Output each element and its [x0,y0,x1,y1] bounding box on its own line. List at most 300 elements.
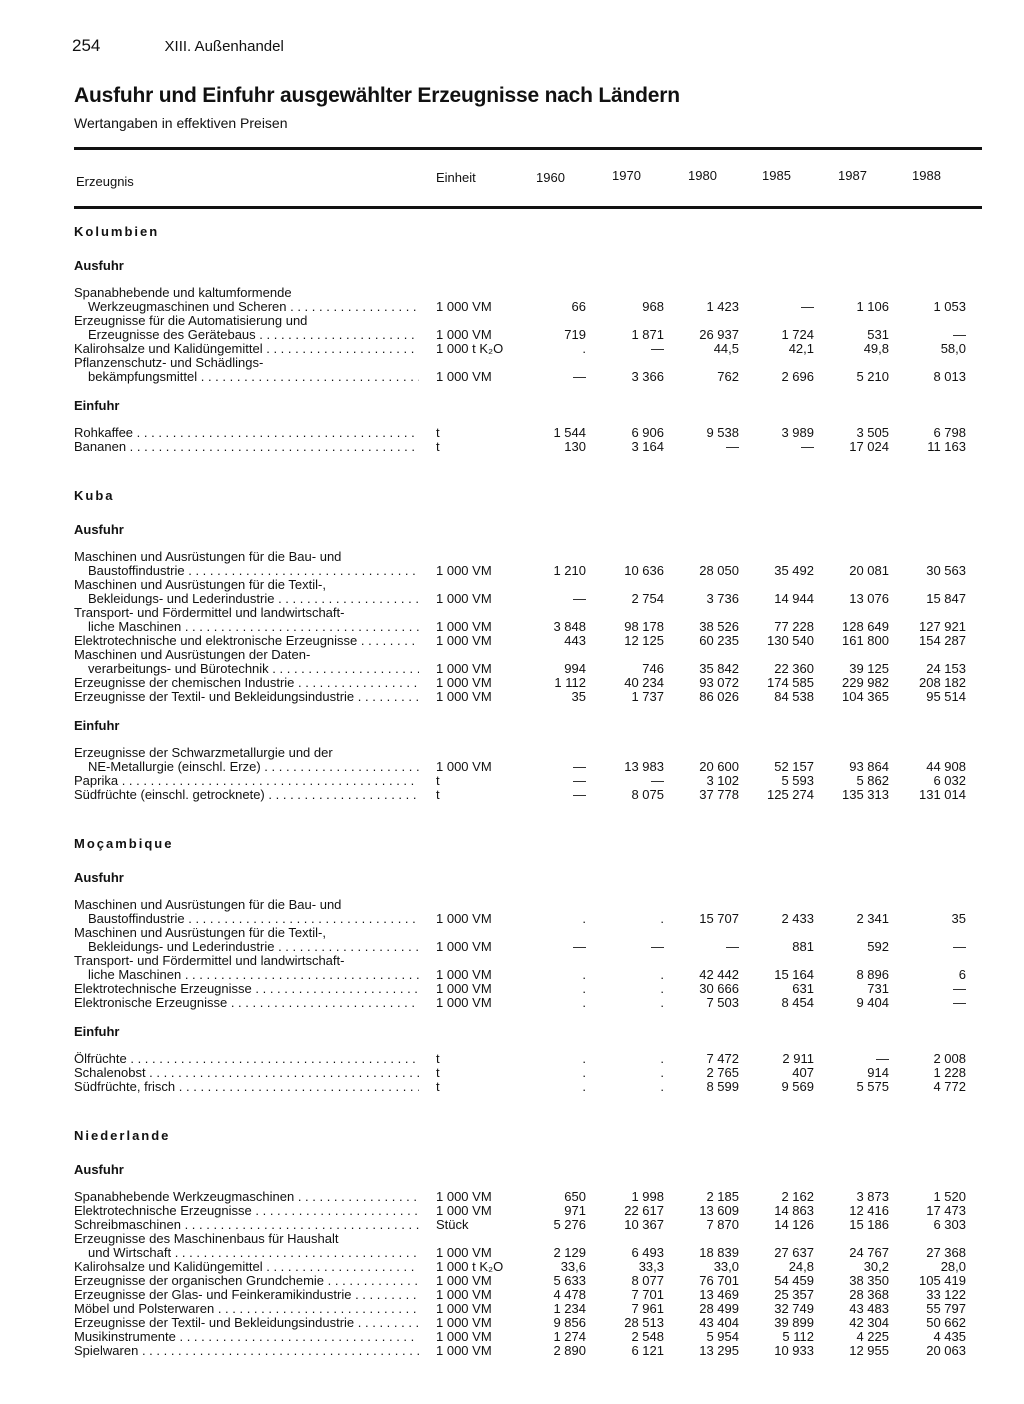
table-row [74,788,982,802]
row-value: 14 944 [774,591,814,606]
row-label-line2: Schalenobst . . . [74,1066,419,1080]
row-value: 12 125 [624,633,664,648]
row-value: — [876,1051,889,1066]
row-value: 28 050 [699,563,739,578]
row-value: 25 357 [774,1287,814,1302]
page-number: 254 [72,36,101,55]
row-value: 38 350 [849,1273,889,1288]
row-value: — [573,759,586,774]
row-label [74,1274,419,1288]
row-value: 11 163 [927,439,966,454]
row-value: 1 871 [631,327,664,342]
row-label [74,606,419,634]
row-label [74,926,419,954]
row-value: 33,6 [560,1259,586,1274]
row-value: 9 569 [781,1079,814,1094]
row-value: 968 [642,299,664,314]
row-value: 52 157 [774,759,814,774]
country-heading: Kuba [74,488,115,503]
row-value: 66 [571,299,586,314]
row-value: 6 121 [631,1343,664,1358]
row-label-line1: Erzeugnisse für die Automatisierung und [74,313,308,328]
row-label [74,1080,419,1094]
row-value: 719 [564,327,586,342]
row-value: 2 890 [553,1343,586,1358]
row-value: 42 304 [849,1315,889,1330]
row-value: — [651,939,664,954]
row-value: 54 459 [774,1273,814,1288]
row-label [74,1232,419,1260]
row-value: 229 982 [842,675,889,690]
row-value: 7 701 [631,1287,664,1302]
row-unit: 1 000 VM [436,1315,492,1330]
row-label [74,1052,419,1066]
table-row [74,1316,982,1330]
row-value: 2 185 [706,1189,739,1204]
row-unit: 1 000 VM [436,633,492,648]
row-value: 9 538 [706,425,739,440]
row-value: 43 483 [849,1301,889,1316]
row-value: . [660,1051,664,1066]
row-value: 128 649 [842,619,889,634]
row-value: . [582,1079,586,1094]
row-value: 3 848 [553,619,586,634]
row-label-line2: Elektrotechnische Erzeugnisse . . . [74,982,419,996]
row-label-line1: Erzeugnisse des Maschinenbaus für Haushalt [74,1231,339,1246]
row-label [74,634,419,648]
table-row [74,690,982,704]
row-value: 154 287 [919,633,966,648]
row-value: 13 295 [699,1343,739,1358]
row-value: 161 800 [842,633,889,648]
row-label [74,1218,419,1232]
table-subtitle: Wertangaben in effektiven Preisen [74,115,288,131]
row-value: 1 423 [706,299,739,314]
row-value: 1 998 [631,1189,664,1204]
group-heading: Einfuhr [74,398,120,413]
row-value: — [953,995,966,1010]
row-unit: 1 000 VM [436,967,492,982]
row-label [74,1260,419,1274]
row-unit: 1 000 VM [436,563,492,578]
row-unit: 1 000 VM [436,759,492,774]
row-label [74,676,419,690]
row-value: 39 899 [774,1315,814,1330]
row-value: — [953,939,966,954]
row-value: . [660,967,664,982]
row-value: 6 493 [631,1245,664,1260]
row-value: — [953,327,966,342]
row-unit: 1 000 VM [436,369,492,384]
row-unit: 1 000 VM [436,995,492,1010]
row-value: 33 122 [926,1287,966,1302]
row-value: — [573,939,586,954]
row-value: 24,8 [788,1259,814,1274]
table-row [74,774,982,788]
row-value: 3 505 [856,425,889,440]
table-row [74,426,982,440]
row-value: 135 313 [842,787,889,802]
table-row [74,1066,982,1080]
row-value: 4 225 [856,1329,889,1344]
row-value: 4 478 [553,1287,586,1302]
header-rule [74,206,982,209]
row-label-line2: Spielwaren . . . [74,1344,419,1358]
row-label-line1: Maschinen und Ausrüstungen der Daten- [74,647,311,662]
table-row [74,954,982,982]
row-value: 971 [564,1203,586,1218]
row-value: 13 076 [849,591,889,606]
col-year: 1960 [536,170,565,185]
row-label-line2: Elektrotechnische und elektronische Erzeugnisse . . . [74,634,419,648]
row-label-line1: Spanabhebende und kaltumformende [74,285,292,300]
row-unit: 1 000 VM [436,1329,492,1344]
row-value: 130 540 [767,633,814,648]
row-value: 130 [564,439,586,454]
row-value: 881 [792,939,814,954]
section-gap [74,1094,982,1124]
row-label-line2: Kalirohsalze und Kalidüngemittel . . . [74,1260,419,1274]
row-value: 93 864 [849,759,889,774]
table-row [74,1080,982,1094]
row-label [74,690,419,704]
table-row [74,578,982,606]
country-heading: Niederlande [74,1128,171,1143]
table-row [74,996,982,1010]
row-value: 10 933 [774,1343,814,1358]
row-value: 731 [867,981,889,996]
row-value: 20 063 [926,1343,966,1358]
row-value: . [660,995,664,1010]
row-value: 18 839 [699,1245,739,1260]
row-value: — [573,591,586,606]
row-value: 98 178 [624,619,664,634]
row-label-line2: Südfrüchte (einschl. getrocknete) . . . [74,788,419,802]
row-unit: 1 000 VM [436,1301,492,1316]
top-rule [74,147,982,150]
row-label-line2: Kalirohsalze und Kalidüngemittel . . . [74,342,419,356]
table-row [74,648,982,676]
row-label-line2: Musikinstrumente . . . [74,1330,419,1344]
row-label [74,1204,419,1218]
col-year: 1970 [612,168,641,183]
row-value: — [573,773,586,788]
row-label-line1: Maschinen und Ausrüstungen für die Bau- und [74,897,342,912]
row-value: 10 636 [624,563,664,578]
col-year: 1980 [688,168,717,183]
row-unit: t [436,425,440,440]
row-label-line2: Erzeugnisse der Textil- und Bekleidungsindustrie . . . [74,690,419,704]
row-value: 28 513 [624,1315,664,1330]
row-value: 6 303 [933,1217,966,1232]
row-value: 6 798 [933,425,966,440]
row-label-line2: Ölfrüchte . . . [74,1052,419,1066]
row-value: 39 125 [849,661,889,676]
row-unit: 1 000 t K₂O [436,1259,504,1274]
row-value: 42,1 [788,341,814,356]
row-value: 5 593 [781,773,814,788]
row-value: 2 341 [856,911,889,926]
row-label [74,1288,419,1302]
row-value: 4 435 [933,1329,966,1344]
row-value: . [582,1065,586,1080]
row-label [74,648,419,676]
row-unit: 1 000 VM [436,619,492,634]
row-unit: t [436,773,440,788]
row-label-line2: Erzeugnisse der Textil- und Bekleidungsindustrie . . . [74,1316,419,1330]
row-label-line2: und Wirtschaft . . . [74,1246,419,1260]
row-value: 407 [792,1065,814,1080]
row-value: 7 472 [706,1051,739,1066]
row-value: 1 210 [553,563,586,578]
row-value: 105 419 [919,1273,966,1288]
row-value: 15 707 [699,911,739,926]
row-value: 55 797 [926,1301,966,1316]
row-label [74,774,419,788]
row-value: 3 989 [781,425,814,440]
row-label-line2: Erzeugnisse des Gerätebaus . . . [74,328,419,342]
row-label [74,898,419,926]
row-unit: 1 000 VM [436,327,492,342]
row-value: . [582,967,586,982]
table-row [74,342,982,356]
row-label-line2: Baustoffindustrie . . . [74,912,419,926]
row-value: 1 520 [933,1189,966,1204]
row-value: 93 072 [699,675,739,690]
row-value: 60 235 [699,633,739,648]
row-label-line2: liche Maschinen . . . [74,620,419,634]
row-value: 6 906 [631,425,664,440]
row-value: 8 077 [631,1273,664,1288]
row-value: 15 164 [774,967,814,982]
row-unit: 1 000 VM [436,675,492,690]
row-value: — [651,341,664,356]
row-unit: 1 000 t K₂O [436,341,504,356]
row-label-line2: Paprika . . . [74,774,419,788]
row-value: 3 736 [706,591,739,606]
row-value: 32 749 [774,1301,814,1316]
row-value: 7 503 [706,995,739,1010]
row-label-line1: Maschinen und Ausrüstungen für die Textil-, [74,577,326,592]
row-value: 4 772 [933,1079,966,1094]
row-value: 994 [564,661,586,676]
row-value: 174 585 [767,675,814,690]
row-label-line2: Erzeugnisse der Glas- und Feinkeramikindustrie . . . [74,1288,419,1302]
row-label-line2: Schreibmaschinen . . . [74,1218,419,1232]
table-row [74,1330,982,1344]
row-value: 2 433 [781,911,814,926]
row-unit: 1 000 VM [436,1273,492,1288]
row-value: 86 026 [699,689,739,704]
row-label [74,342,419,356]
row-label-line1: Erzeugnisse der Schwarzmetallurgie und der [74,745,333,760]
row-value: 1 737 [631,689,664,704]
row-value: 12 955 [849,1343,889,1358]
row-unit: t [436,1051,440,1066]
row-value: 35 [951,911,966,926]
row-value: 38 526 [699,619,739,634]
row-label [74,356,419,384]
row-label-line1: Maschinen und Ausrüstungen für die Bau- und [74,549,342,564]
row-value: 3 102 [706,773,739,788]
row-value: 13 609 [699,1203,739,1218]
row-value: . [660,981,664,996]
row-label-line2: Elektronische Erzeugnisse . . . [74,996,419,1010]
row-label-line2: Möbel und Polsterwaren . . . [74,1302,419,1316]
row-label-line2: Rohkaffee . . . [74,426,419,440]
table-row [74,1052,982,1066]
row-label [74,788,419,802]
row-label [74,1330,419,1344]
row-unit: Stück [436,1217,469,1232]
row-value: 24 153 [926,661,966,676]
row-label [74,1190,419,1204]
table-row [74,982,982,996]
row-value: 1 234 [553,1301,586,1316]
row-value: 8 599 [706,1079,739,1094]
row-value: 33,3 [638,1259,664,1274]
row-label-line1: Maschinen und Ausrüstungen für die Textil-, [74,925,326,940]
table-row [74,1288,982,1302]
row-value: 8 075 [631,787,664,802]
row-value: 631 [792,981,814,996]
table-row [74,356,982,384]
table-row [74,1274,982,1288]
row-value: 50 662 [926,1315,966,1330]
table-body [74,224,982,1358]
row-value: — [953,981,966,996]
col-year: 1988 [912,168,941,183]
row-value: 3 366 [631,369,664,384]
row-unit: 1 000 VM [436,689,492,704]
table-row [74,286,982,314]
row-value: 30 666 [699,981,739,996]
row-unit: 1 000 VM [436,299,492,314]
row-value: 24 767 [849,1245,889,1260]
row-label [74,550,419,578]
row-label-line2: Bekleidungs- und Lederindustrie . . . [74,940,419,954]
row-value: 3 164 [631,439,664,454]
row-value: 43 404 [699,1315,739,1330]
row-label-line2: Elektrotechnische Erzeugnisse . . . [74,1204,419,1218]
row-value: — [573,369,586,384]
row-value: 5 575 [856,1079,889,1094]
row-value: . [660,1065,664,1080]
row-value: 762 [717,369,739,384]
row-value: 95 514 [926,689,966,704]
row-value: 1 544 [553,425,586,440]
row-label-line2: NE-Metallurgie (einschl. Erze) . . . [74,760,419,774]
row-value: 1 274 [553,1329,586,1344]
table-row [74,1232,982,1260]
row-unit: t [436,787,440,802]
row-label-line1: Transport- und Fördermittel und landwirtschaft- [74,605,345,620]
row-value: 33,0 [713,1259,739,1274]
group-heading: Ausfuhr [74,258,124,273]
row-value: 14 863 [774,1203,814,1218]
table-row [74,1204,982,1218]
row-label [74,1344,419,1358]
row-value: 35 842 [699,661,739,676]
group-heading: Einfuhr [74,1024,120,1039]
row-value: 2 162 [781,1189,814,1204]
table-row [74,746,982,774]
column-header [74,168,982,188]
row-unit: 1 000 VM [436,1203,492,1218]
row-value: 8 013 [933,369,966,384]
row-unit: 1 000 VM [436,981,492,996]
row-value: 22 617 [624,1203,664,1218]
group-heading: Einfuhr [74,718,120,733]
table-row [74,898,982,926]
row-value: 22 360 [774,661,814,676]
row-value: 5 954 [706,1329,739,1344]
row-label-line2: Südfrüchte, frisch . . . [74,1080,419,1094]
row-label-line2: Bananen . . . [74,440,419,454]
group-heading: Ausfuhr [74,1162,124,1177]
row-value: 125 274 [767,787,814,802]
row-label-line2: Baustoffindustrie . . . [74,564,419,578]
row-label [74,1302,419,1316]
row-value: . [582,911,586,926]
row-value: — [801,299,814,314]
row-value: . [582,981,586,996]
row-value: 35 492 [774,563,814,578]
table-row [74,1190,982,1204]
row-value: 42 442 [699,967,739,982]
table-title: Ausfuhr und Einfuhr ausgewählter Erzeugnisse nach Ländern [74,84,680,107]
row-label-line2: liche Maschinen . . . [74,968,419,982]
row-value: 14 126 [774,1217,814,1232]
row-label [74,286,419,314]
table-row [74,1260,982,1274]
row-unit: 1 000 VM [436,591,492,606]
row-value: 443 [564,633,586,648]
row-value: 746 [642,661,664,676]
row-label-line2: Bekleidungs- und Lederindustrie . . . [74,592,419,606]
row-label [74,996,419,1010]
row-value: 1 724 [781,327,814,342]
row-label [74,746,419,774]
col-unit: Einheit [436,170,476,185]
row-unit: 1 000 VM [436,1287,492,1302]
row-unit: t [436,1065,440,1080]
row-label-line2: bekämpfungsmittel . . . [74,370,419,384]
group-heading: Ausfuhr [74,870,124,885]
row-value: 49,8 [863,341,889,356]
row-label-line2: verarbeitungs- und Bürotechnik . . . [74,662,419,676]
table-row [74,634,982,648]
col-year: 1987 [838,168,867,183]
row-label-line2: Werkzeugmaschinen und Scheren . . . [74,300,419,314]
row-value: 1 112 [554,675,586,690]
row-value: 10 367 [624,1217,664,1232]
table-row [74,676,982,690]
row-value: 30,2 [863,1259,889,1274]
row-label [74,1066,419,1080]
table-row [74,440,982,454]
row-value: 2 548 [631,1329,664,1344]
row-value: 6 [958,967,966,982]
row-value: 17 024 [849,439,889,454]
row-value: . [582,995,586,1010]
row-value: 2 765 [706,1065,739,1080]
row-unit: 1 000 VM [436,939,492,954]
row-value: 2 754 [631,591,664,606]
row-value: 28 368 [849,1287,889,1302]
row-value: 20 081 [849,563,889,578]
row-value: 5 633 [553,1273,586,1288]
